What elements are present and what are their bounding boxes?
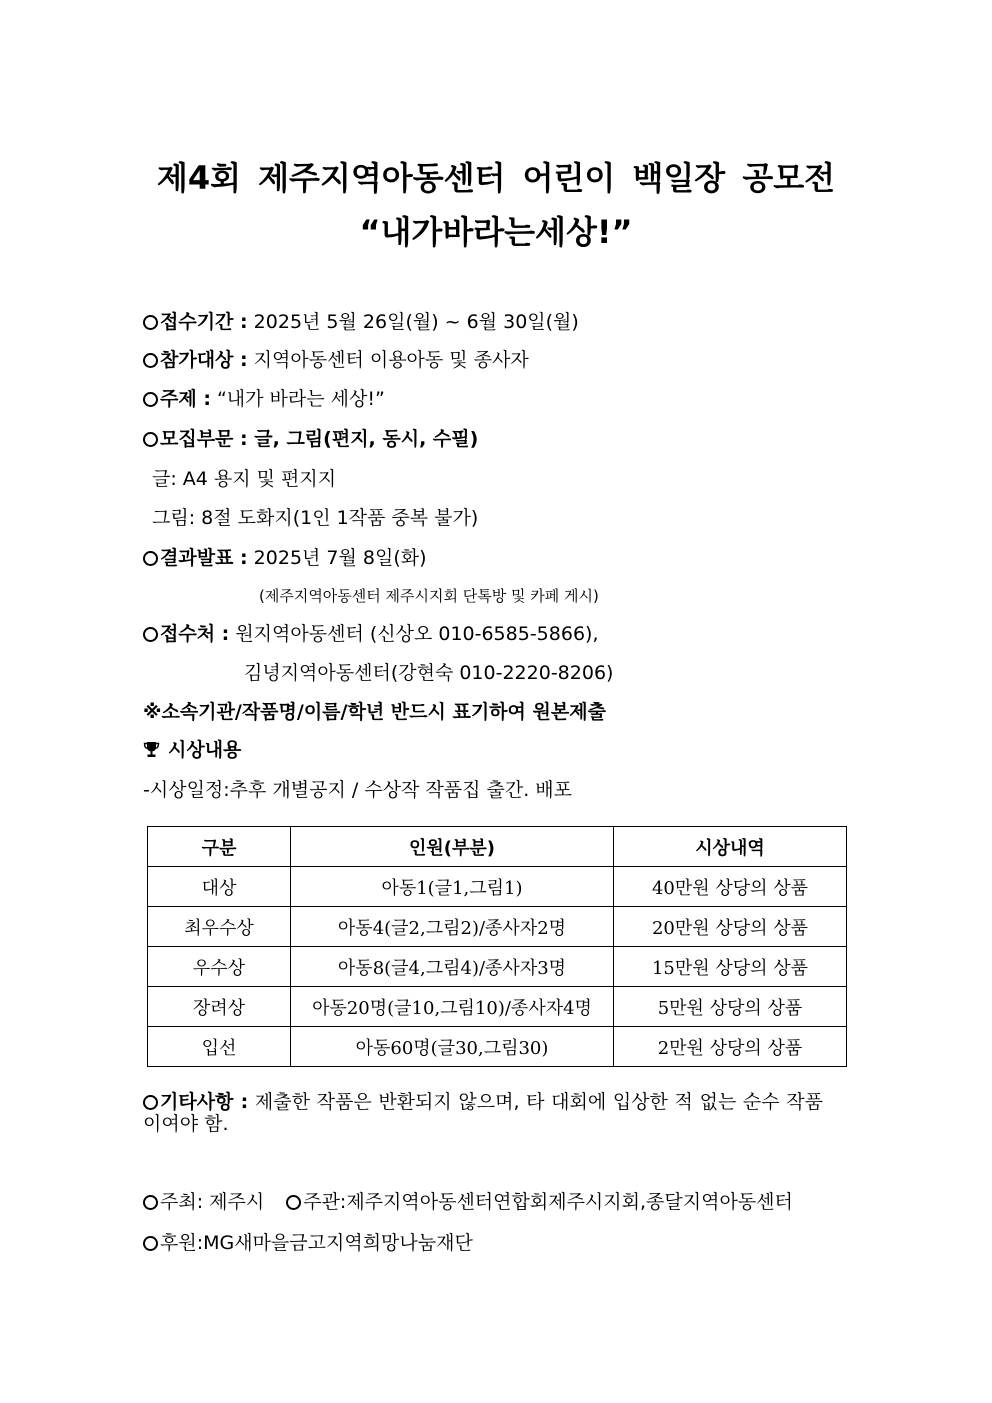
info-result-label: 결과발표 : (160, 547, 248, 569)
info-target-value: 지역아동센터 이용아동 및 종사자 (247, 349, 529, 371)
info-period-value: 2025년 5월 26일(월) ~ 6월 30일(월) (247, 311, 579, 333)
info-theme (143, 386, 385, 412)
table-row (148, 867, 847, 907)
cell-count: 아동60명(글30,그림30) (291, 1027, 614, 1067)
header-category: 구분 (148, 827, 291, 867)
circle-bullet-icon (143, 1195, 158, 1210)
table-row (148, 1027, 847, 1067)
footer-sponsor: 후원:MG새마을금고지역희망나눔재단 (160, 1232, 473, 1254)
cell-category: 우수상 (148, 947, 291, 987)
info-submit (143, 621, 599, 647)
info-result-value: 2025년 7월 8일(화) (247, 547, 427, 569)
footer-credits (143, 1189, 793, 1215)
table-row (148, 907, 847, 947)
header-count: 인원(부분) (291, 827, 614, 867)
info-period (143, 309, 579, 335)
cell-category: 최우수상 (148, 907, 291, 947)
award-table-header (148, 827, 847, 867)
award-heading (143, 737, 241, 763)
footer-sponsor-line (143, 1230, 473, 1256)
info-notice-text: ※소속기관/작품명/이름/학년 반드시 표기하여 원본제출 (143, 701, 606, 723)
cell-prize: 2만원 상당의 상품 (614, 1027, 847, 1067)
info-target (143, 347, 529, 373)
award-table (147, 826, 847, 1067)
info-target-label: 참가대상 : (160, 349, 248, 371)
cell-count: 아동8(글4,그림4)/종사자3명 (291, 947, 614, 987)
circle-bullet-icon (143, 353, 158, 368)
circle-bullet-icon (143, 315, 158, 330)
cell-prize: 15만원 상당의 상품 (614, 947, 847, 987)
cell-prize: 20만원 상당의 상품 (614, 907, 847, 947)
info-theme-label: 주제 : (160, 388, 211, 410)
footer-organizer: 주관:제주지역아동센터연합회제주시지회,종달지역아동센터 (303, 1191, 793, 1213)
circle-bullet-icon (143, 392, 158, 407)
circle-bullet-icon (143, 551, 158, 566)
etc-label: 기타사항 : (160, 1091, 249, 1113)
cell-category: 입선 (148, 1027, 291, 1067)
etc-value: 제출한 작품은 반환되지 않으며, 타 대회에 입상한 적 없는 순수 작품이여야 함. (143, 1091, 823, 1135)
info-result (143, 545, 427, 571)
footer-host: 주최: 제주시 (160, 1191, 265, 1213)
info-category (143, 426, 478, 452)
award-heading-text: 시상내용 (168, 739, 242, 761)
cell-count: 아동20명(글10,그림10)/종사자4명 (291, 987, 614, 1027)
info-category-value: 글, 그림(편지, 동시, 수필) (247, 428, 479, 450)
circle-bullet-icon (143, 1236, 158, 1251)
info-period-label: 접수기간 : (160, 311, 248, 333)
cell-prize: 40만원 상당의 상품 (614, 867, 847, 907)
cell-category: 대상 (148, 867, 291, 907)
etc-notes (143, 1091, 823, 1135)
page-subtitle: “내가바라는세상!” (359, 213, 633, 251)
info-result-note: (제주지역아동센터 제주시지회 단톡방 및 카페 게시) (259, 587, 599, 605)
info-drawing: 그림: 8절 도화지(1인 1작품 중복 불가) (152, 507, 479, 529)
award-schedule: -시상일정:추후 개별공지 / 수상작 작품집 출간. 배포 (143, 779, 573, 801)
table-row (148, 987, 847, 1027)
trophy-icon (143, 741, 160, 758)
info-submit-second: 김녕지역아동센터(강현숙 010-2220-8206) (244, 662, 614, 684)
cell-count: 아동1(글1,그림1) (291, 867, 614, 907)
page-title: 제4회 제주지역아동센터 어린이 백일장 공모전 (156, 159, 836, 197)
cell-prize: 5만원 상당의 상품 (614, 987, 847, 1027)
info-theme-value: “내가 바라는 세상!” (210, 388, 385, 410)
circle-bullet-icon (143, 627, 158, 642)
info-category-label: 모집부문 : (160, 428, 248, 450)
circle-bullet-icon (143, 1095, 158, 1110)
info-writing: 글: A4 용지 및 편지지 (152, 468, 337, 490)
info-submit-label: 접수처 : (160, 623, 230, 645)
circle-bullet-icon (143, 432, 158, 447)
cell-category: 장려상 (148, 987, 291, 1027)
cell-count: 아동4(글2,그림2)/종사자2명 (291, 907, 614, 947)
circle-bullet-icon (286, 1195, 301, 1210)
info-notice (143, 699, 606, 725)
info-submit-value: 원지역아동센터 (신상오 010-6585-5866), (229, 623, 599, 645)
table-row (148, 947, 847, 987)
header-prize: 시상내역 (614, 827, 847, 867)
